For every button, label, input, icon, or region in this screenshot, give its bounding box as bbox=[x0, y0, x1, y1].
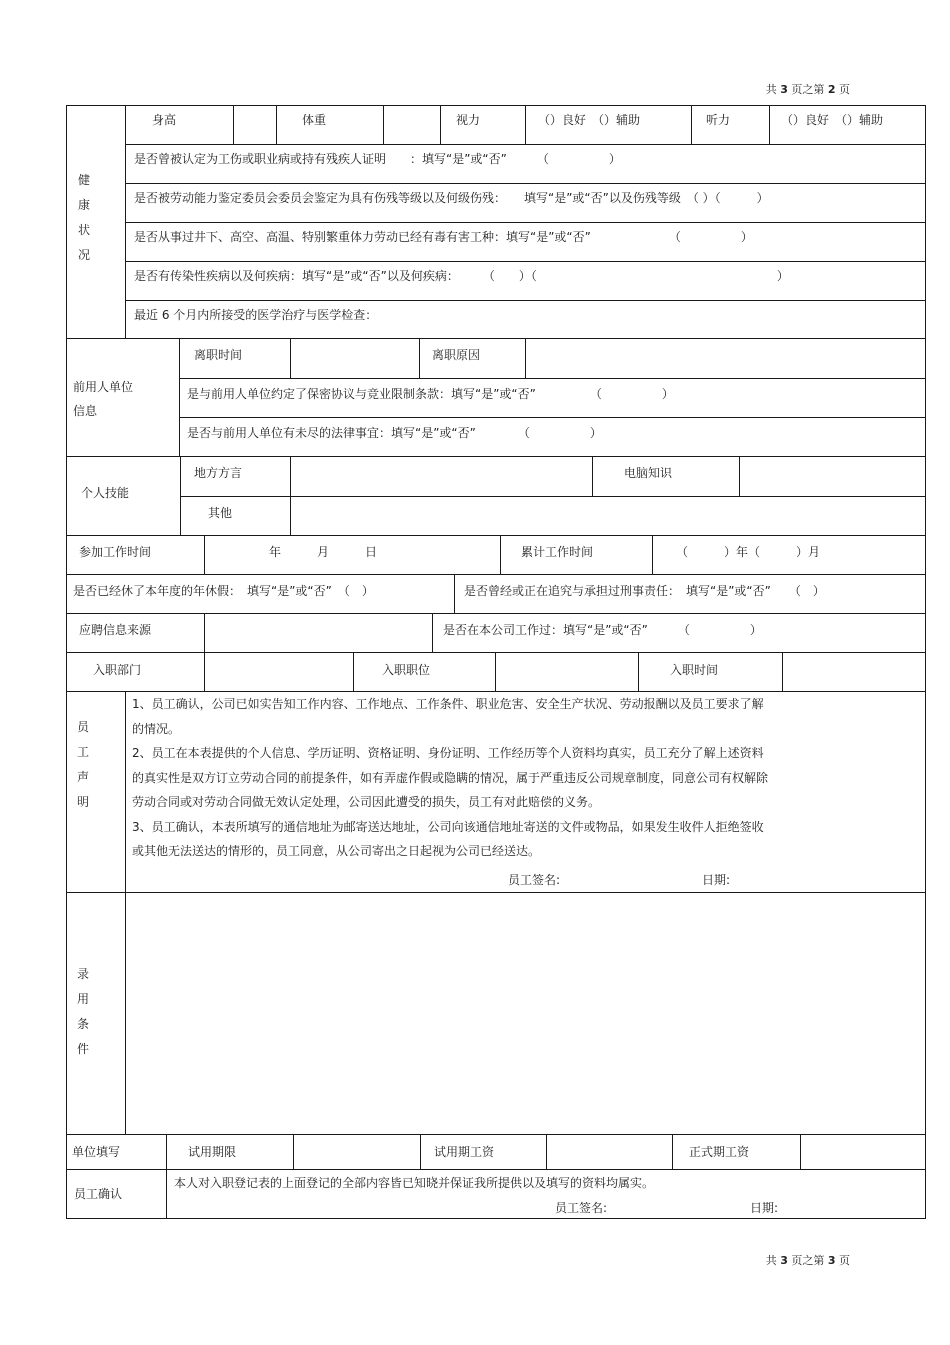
probation-value-cell[interactable] bbox=[293, 1134, 421, 1170]
other-skills-value-cell[interactable] bbox=[290, 496, 926, 536]
work-injury-question: 是否曾被认定为工伤或职业病或持有残疾人证明 ：填写“是”或“否” （ ） bbox=[134, 152, 621, 166]
entry-time-value-cell[interactable] bbox=[782, 652, 926, 692]
employee-confirm-sign-label[interactable]: 员工签名: bbox=[555, 1201, 608, 1215]
health-section-label: 健 康 状 况 bbox=[77, 173, 90, 262]
job-source-value-cell[interactable] bbox=[204, 613, 433, 653]
weight-label-cell bbox=[276, 105, 384, 145]
declaration-date-label[interactable]: 日期: bbox=[702, 873, 731, 887]
hearing-label: 听力 bbox=[706, 113, 731, 127]
leave-reason-value-cell[interactable] bbox=[525, 338, 926, 379]
disability-rating-question: 是否被劳动能力鉴定委员会委员会鉴定为具有伤残等级以及何级伤残： 填写“是”或“否”以及伤残等级 （ ）（ ） bbox=[134, 191, 769, 205]
work-start-label: 参加工作时间 bbox=[79, 545, 152, 559]
worked-here-question: 是否在本公司工作过：填写“是”或“否” （ ） bbox=[443, 623, 762, 637]
health-section-label-cell bbox=[66, 105, 126, 339]
unit-fill-label: 单位填写 bbox=[72, 1145, 121, 1159]
skills-label: 个人技能 bbox=[81, 486, 130, 500]
probation-label: 试用期限 bbox=[188, 1145, 237, 1159]
declaration-line: 1、员工确认，公司已如实告知工作内容、工作地点、工作条件、职业危害、安全生产状况、劳动报酬以及员工要求了解 bbox=[132, 697, 764, 711]
criminal-record-question: 是否曾经或正在追究与承担过刑事责任： 填写“是”或“否” （ ） bbox=[464, 584, 825, 598]
confidentiality-question: 是与前用人单位约定了保密协议与竞业限制条款：填写“是”或“否” （ ） bbox=[187, 387, 674, 401]
dialect-label: 地方方言 bbox=[194, 466, 243, 480]
probation-salary-value-cell[interactable] bbox=[546, 1134, 673, 1170]
work-start-date: 年 月 日 bbox=[269, 545, 378, 559]
height-label: 身高 bbox=[152, 113, 177, 127]
total-work-value: （ ）年（ ）月 bbox=[676, 545, 821, 559]
leave-time-value-cell[interactable] bbox=[290, 338, 420, 379]
declaration-line: 2、员工在本表提供的个人信息、学历证明、资格证明、身份证明、工作经历等个人资料均真实，员工充分了解上述资料 bbox=[132, 746, 764, 760]
weight-value-cell[interactable] bbox=[383, 105, 441, 145]
employee-confirm-text: 本人对入职登记表的上面登记的全部内容皆已知晓并保证我所提供以及填写的资料均属实。 bbox=[174, 1176, 655, 1190]
vision-options[interactable]: （）良好 （）辅助 bbox=[538, 113, 641, 127]
annual-leave-question: 是否已经休了本年度的年休假： 填写“是”或“否” （ ） bbox=[73, 584, 374, 598]
vision-label: 视力 bbox=[456, 113, 481, 127]
weight-label: 体重 bbox=[302, 113, 327, 127]
entry-position-label: 入职职位 bbox=[382, 663, 431, 677]
computer-value-cell[interactable] bbox=[739, 456, 926, 497]
entry-registration-form bbox=[66, 105, 926, 1219]
entry-time-label: 入职时间 bbox=[670, 663, 719, 677]
vision-label-cell bbox=[440, 105, 526, 145]
legal-matters-question: 是否与前用人单位有未尽的法律事宜：填写“是”或“否” （ ） bbox=[187, 426, 602, 440]
hearing-label-cell bbox=[691, 105, 770, 145]
declaration-line: 3、员工确认，本表所填写的通信地址为邮寄送达地址，公司向该通信地址寄送的文件或物品，如果发生收件人拒绝签收 bbox=[132, 819, 764, 834]
entry-position-value-cell[interactable] bbox=[495, 652, 639, 692]
declaration-line: 或其他无法送达的情形的，员工同意，从公司寄出之日起视为公司已经送达。 bbox=[132, 844, 541, 858]
page-number-header: 共 3 页之第 2 页 bbox=[765, 83, 850, 96]
dialect-value-cell[interactable] bbox=[290, 456, 593, 497]
declaration-line: 劳动合同或对劳动合同做无效认定处理，公司因此遭受的损失，员工有对此赔偿的义务。 bbox=[132, 795, 601, 809]
declaration-label: 员 工 声 明 bbox=[76, 720, 89, 809]
hiring-conditions-content-cell[interactable] bbox=[125, 892, 926, 1135]
entry-dept-label: 入职部门 bbox=[93, 663, 142, 677]
formal-salary-label: 正式期工资 bbox=[689, 1145, 750, 1159]
formal-salary-value-cell[interactable] bbox=[800, 1134, 926, 1170]
declaration-text bbox=[132, 692, 822, 864]
height-value-cell[interactable] bbox=[233, 105, 277, 145]
recent-treatment-question: 最近 6 个月内所接受的医学治疗与医学检查： bbox=[134, 308, 378, 322]
other-skills-label: 其他 bbox=[208, 506, 233, 520]
page-number-footer: 共 3 页之第 3 页 bbox=[765, 1254, 850, 1267]
employee-confirm-label: 员工确认 bbox=[74, 1187, 123, 1201]
hearing-options[interactable]: （）良好 （）辅助 bbox=[781, 113, 884, 127]
hazardous-work-question: 是否从事过井下、高空、高温、特别繁重体力劳动已经有毒有害工种：填写“是”或“否” （ ） bbox=[134, 230, 753, 244]
leave-reason-label: 离职原因 bbox=[432, 348, 481, 362]
previous-employer-label: 前用人单位 信息 bbox=[73, 380, 134, 418]
job-source-label: 应聘信息来源 bbox=[79, 623, 152, 637]
computer-label: 电脑知识 bbox=[624, 466, 673, 480]
height-label-cell bbox=[125, 105, 234, 145]
declaration-sign-label[interactable]: 员工签名: bbox=[508, 873, 561, 887]
leave-time-label: 离职时间 bbox=[194, 348, 243, 362]
declaration-line: 的真实性是双方订立劳动合同的前提条件，如有弄虚作假或隐瞒的情况，属于严重违反公司规章制度，同意公司有权解除 bbox=[132, 770, 769, 785]
other-skills-label-cell bbox=[180, 496, 291, 536]
infectious-disease-question: 是否有传染性疾病以及何疾病：填写“是”或“否”以及何疾病： （ ）（ ） bbox=[134, 269, 789, 283]
total-work-label: 累计工作时间 bbox=[521, 545, 594, 559]
entry-dept-value-cell[interactable] bbox=[204, 652, 354, 692]
hiring-conditions-label: 录 用 条 件 bbox=[76, 967, 89, 1056]
employee-confirm-date-label[interactable]: 日期: bbox=[750, 1201, 779, 1215]
declaration-line: 的情况。 bbox=[132, 721, 181, 736]
probation-salary-label: 试用期工资 bbox=[434, 1145, 495, 1159]
